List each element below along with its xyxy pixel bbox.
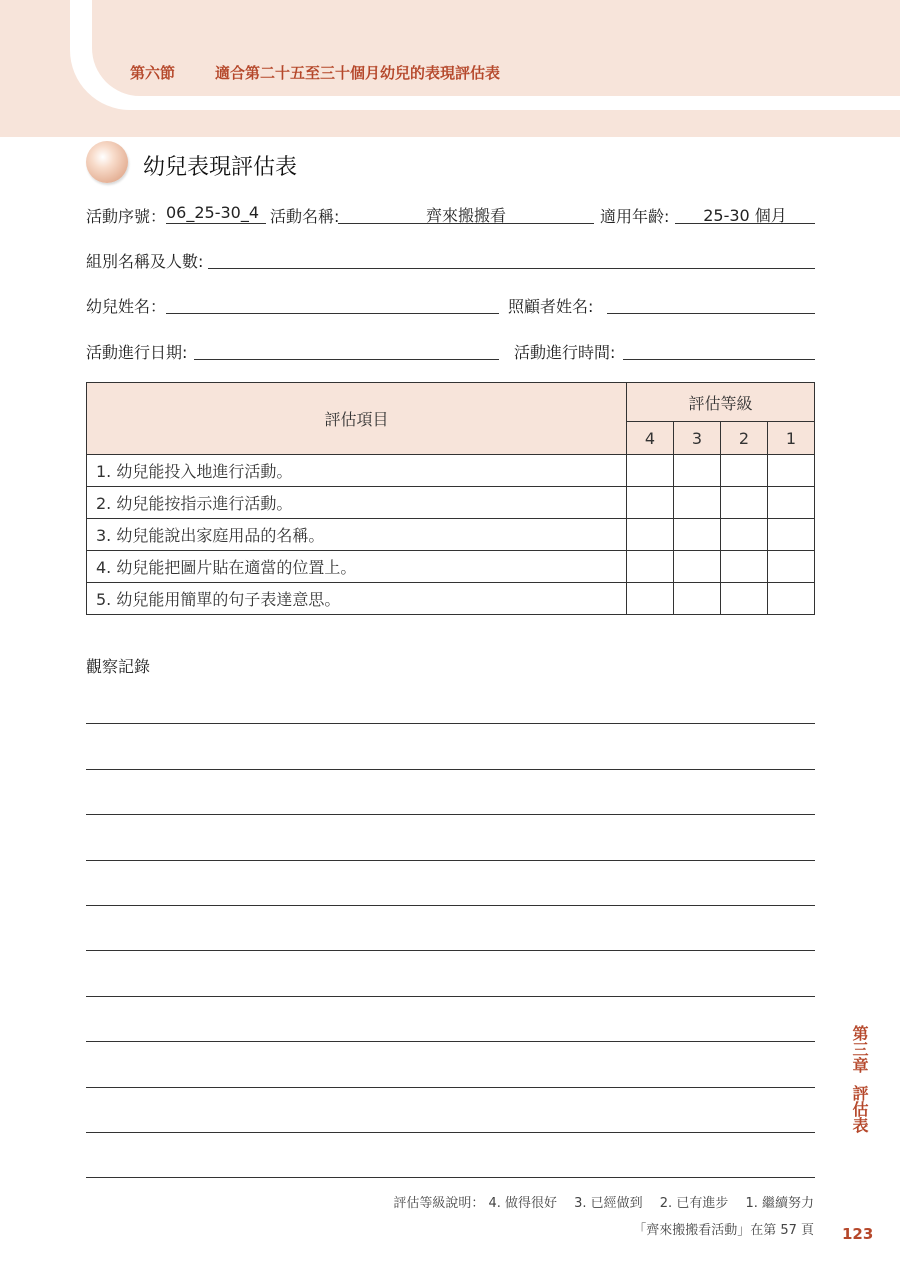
carer-name-field[interactable] — [607, 293, 815, 314]
writing-line[interactable] — [86, 1132, 815, 1133]
chapter-number: 第三章 — [850, 1025, 869, 1073]
bubble-icon — [86, 141, 128, 183]
time-label: 活動進行時間: — [514, 343, 616, 362]
time-field[interactable] — [623, 339, 815, 360]
writing-line[interactable] — [86, 860, 815, 861]
observation-label: 觀察記錄 — [86, 657, 151, 676]
grade-cell[interactable] — [674, 455, 721, 487]
chapter-title: 評估表 — [850, 1085, 869, 1133]
grade-cell[interactable] — [768, 487, 815, 519]
writing-line[interactable] — [86, 905, 815, 906]
date-field[interactable] — [194, 339, 499, 360]
writing-line[interactable] — [86, 1177, 815, 1178]
writing-line[interactable] — [86, 814, 815, 815]
writing-line[interactable] — [86, 723, 815, 724]
writing-line[interactable] — [86, 769, 815, 770]
activity-no-label: 活動序號： — [86, 207, 167, 226]
grade-header: 評估等級 — [627, 383, 815, 422]
grade-cell[interactable] — [721, 455, 768, 487]
age-field[interactable]: 25-30 個月 — [675, 203, 815, 224]
grade-cell[interactable] — [627, 487, 674, 519]
date-label: 活動進行日期: — [86, 343, 188, 362]
grade-cell[interactable] — [768, 583, 815, 615]
table-row — [87, 487, 815, 519]
grade-cell[interactable] — [721, 487, 768, 519]
child-name-field[interactable] — [166, 293, 499, 314]
table-row — [87, 583, 815, 615]
item-header: 評估項目 — [87, 383, 627, 455]
item-text: 1. 幼兒能投入地進行活動。 — [87, 455, 627, 487]
grade-1-header: 1 — [768, 422, 815, 455]
item-text: 2. 幼兒能按指示進行活動。 — [87, 487, 627, 519]
grade-cell[interactable] — [627, 583, 674, 615]
grade-cell[interactable] — [768, 551, 815, 583]
page-number: 123 — [842, 1225, 874, 1243]
grade-cell[interactable] — [674, 583, 721, 615]
grade-cell[interactable] — [627, 519, 674, 551]
chapter-tab — [849, 1025, 869, 1133]
table-row — [87, 455, 815, 487]
activity-no-field[interactable]: 06_25-30_4 — [166, 203, 266, 224]
grade-2-header: 2 — [721, 422, 768, 455]
section-title: 適合第二十五至三十個月幼兒的表現評估表 — [215, 64, 501, 82]
grade-cell[interactable] — [627, 455, 674, 487]
grade-4-header: 4 — [627, 422, 674, 455]
child-name-label: 幼兒姓名： — [86, 297, 167, 316]
activity-name-field[interactable]: 齊來搬搬看 — [338, 203, 594, 224]
form-title: 幼兒表現評估表 — [143, 155, 298, 180]
table-row — [87, 519, 815, 551]
group-label: 組別名稱及人數: — [86, 252, 204, 271]
grade-legend: 評估等級說明： 4. 做得很好 3. 已經做到 2. 已有進步 1. 繼續努力 — [393, 1196, 814, 1211]
grade-cell[interactable] — [721, 519, 768, 551]
grade-cell[interactable] — [627, 551, 674, 583]
activity-name-label: 活動名稱: — [270, 207, 340, 226]
section-label: 第六節 — [130, 64, 176, 82]
page-reference: 「齊來搬搬看活動」在第 57 頁 — [633, 1223, 814, 1238]
grade-cell[interactable] — [721, 583, 768, 615]
group-field[interactable] — [208, 248, 815, 269]
evaluation-table — [86, 382, 815, 615]
grade-cell[interactable] — [721, 551, 768, 583]
grade-cell[interactable] — [674, 487, 721, 519]
table-row — [87, 551, 815, 583]
writing-line[interactable] — [86, 1087, 815, 1088]
grade-3-header: 3 — [674, 422, 721, 455]
writing-line[interactable] — [86, 996, 815, 997]
item-text: 4. 幼兒能把圖片貼在適當的位置上。 — [87, 551, 627, 583]
writing-line[interactable] — [86, 950, 815, 951]
grade-cell[interactable] — [674, 551, 721, 583]
grade-cell[interactable] — [768, 455, 815, 487]
grade-cell[interactable] — [674, 519, 721, 551]
item-text: 5. 幼兒能用簡單的句子表達意思。 — [87, 583, 627, 615]
item-text: 3. 幼兒能說出家庭用品的名稱。 — [87, 519, 627, 551]
age-label: 適用年齡: — [600, 207, 670, 226]
writing-line[interactable] — [86, 1041, 815, 1042]
carer-name-label: 照顧者姓名: — [508, 297, 594, 316]
grade-cell[interactable] — [768, 519, 815, 551]
